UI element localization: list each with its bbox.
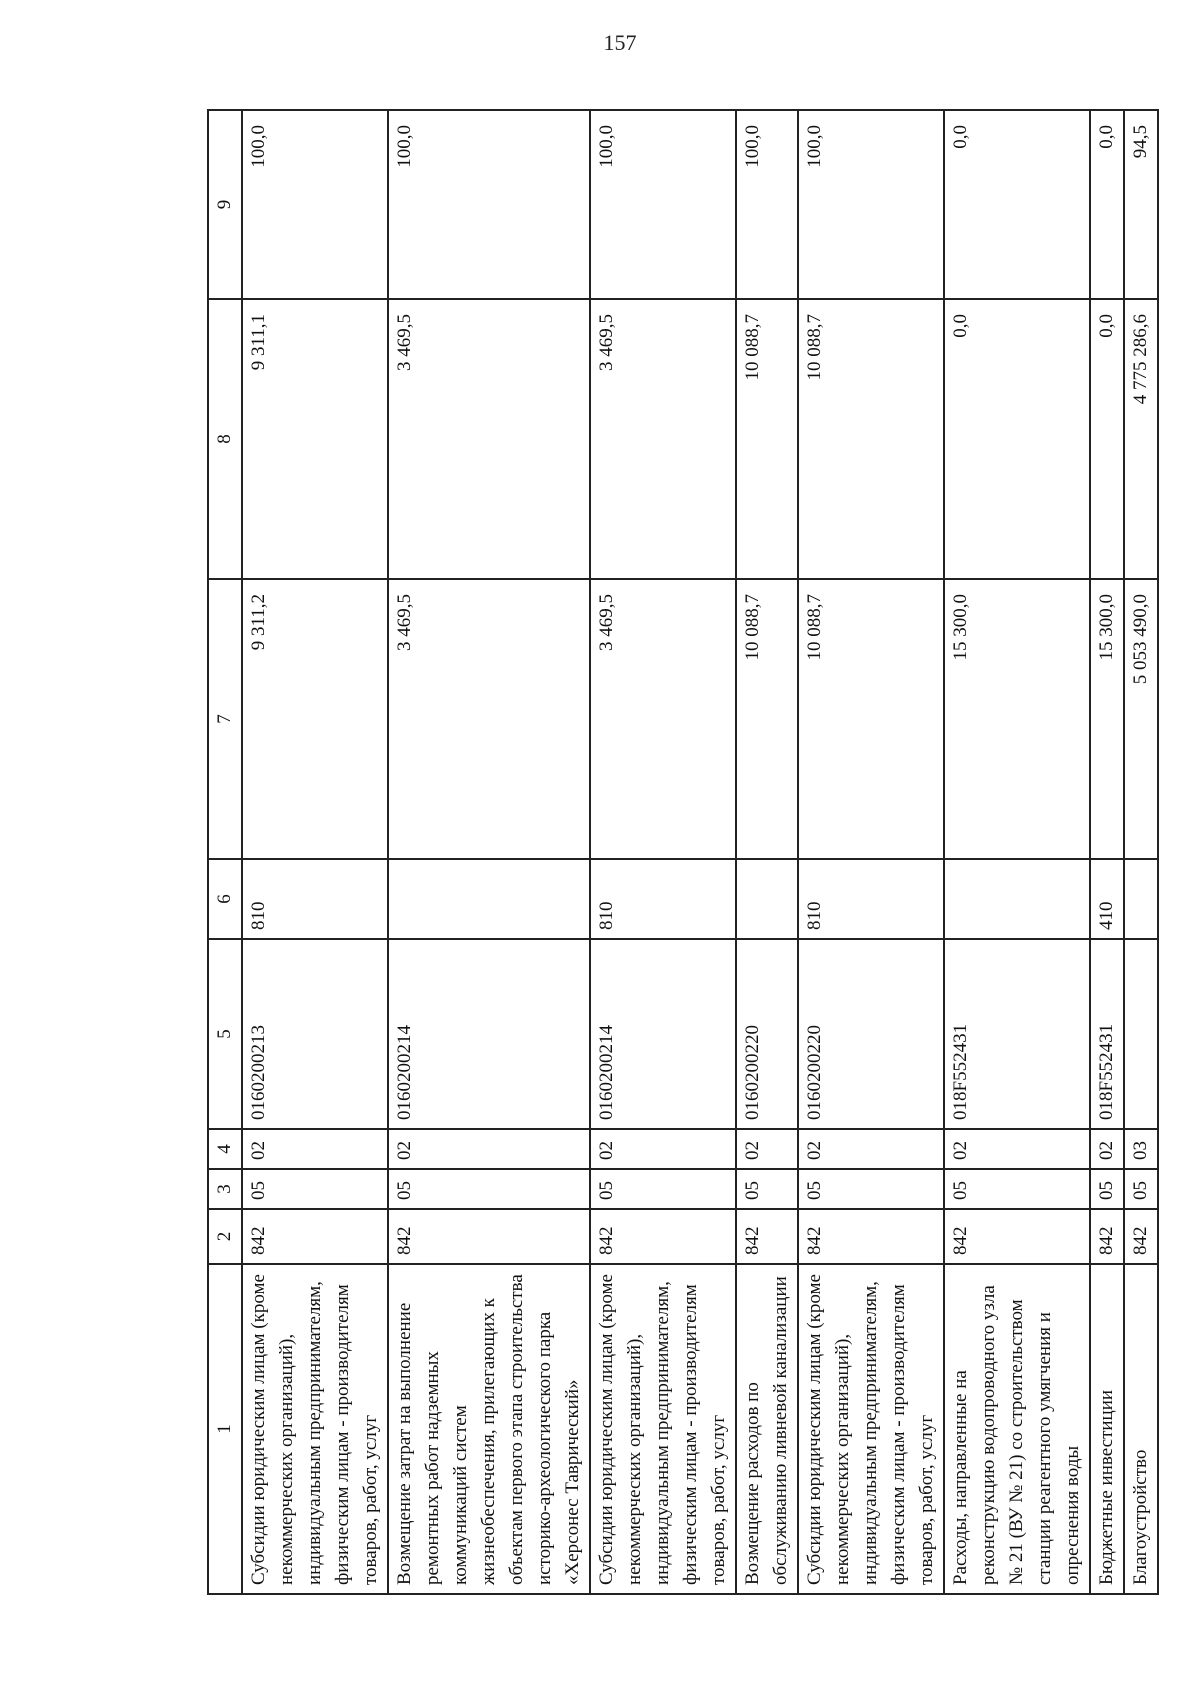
- cell-plan: 15 300,0: [944, 579, 1090, 859]
- cell-section: 05: [388, 1169, 590, 1209]
- cell-percent: 100,0: [388, 110, 590, 299]
- table-row: [736, 110, 798, 1594]
- col-header-1: 1: [208, 1264, 242, 1594]
- cell-subsection: 02: [1090, 1129, 1124, 1169]
- budget-table-frame: [207, 111, 1151, 1595]
- cell-section: 05: [944, 1169, 1090, 1209]
- cell-expense-type: 410: [1090, 859, 1124, 939]
- cell-actual: 0,0: [1090, 299, 1124, 579]
- budget-table: [207, 109, 1159, 1595]
- col-header-3: 3: [208, 1169, 242, 1209]
- cell-plan: 10 088,7: [798, 579, 944, 859]
- table-row: [388, 110, 590, 1594]
- cell-subsection: 03: [1124, 1129, 1158, 1169]
- col-header-7: 7: [208, 579, 242, 859]
- cell-ministry: 842: [1090, 1209, 1124, 1264]
- cell-name: Возмещение расходов по обслуживанию ливневой канализации: [736, 1264, 798, 1594]
- cell-target-article: 0160200213: [242, 939, 388, 1129]
- col-header-2: 2: [208, 1209, 242, 1264]
- cell-section: 05: [736, 1169, 798, 1209]
- cell-target-article: 018F552431: [1090, 939, 1124, 1129]
- cell-target-article: 0160200220: [736, 939, 798, 1129]
- cell-section: 05: [590, 1169, 736, 1209]
- cell-plan: 9 311,2: [242, 579, 388, 859]
- table-row: [590, 110, 736, 1594]
- cell-actual: 10 088,7: [736, 299, 798, 579]
- table-row: [1124, 110, 1158, 1594]
- table-row: [944, 110, 1090, 1594]
- cell-section: 05: [798, 1169, 944, 1209]
- cell-name: Благоустройство: [1124, 1264, 1158, 1594]
- table-row: [1090, 110, 1124, 1594]
- cell-plan: 15 300,0: [1090, 579, 1124, 859]
- cell-expense-type: [736, 859, 798, 939]
- cell-ministry: 842: [736, 1209, 798, 1264]
- cell-ministry: 842: [944, 1209, 1090, 1264]
- col-header-4: 4: [208, 1129, 242, 1169]
- cell-expense-type: [388, 859, 590, 939]
- cell-plan: 5 053 490,0: [1124, 579, 1158, 859]
- table-row: [798, 110, 944, 1594]
- cell-name: Возмещение затрат на выполнение ремонтных работ надземных коммуникаций систем жизнеобеспечения, прилегающих к объектам первого этапа строительства историко-археологического парка «Херсонес Таврический»: [388, 1264, 590, 1594]
- cell-ministry: 842: [242, 1209, 388, 1264]
- cell-percent: 0,0: [1090, 110, 1124, 299]
- cell-expense-type: [1124, 859, 1158, 939]
- cell-expense-type: 810: [590, 859, 736, 939]
- col-header-5: 5: [208, 939, 242, 1129]
- cell-ministry: 842: [590, 1209, 736, 1264]
- cell-name: Субсидии юридическим лицам (кроме некоммерческих организаций), индивидуальным предпринимателям, физическим лицам - производителям товаров, работ, услуг: [242, 1264, 388, 1594]
- cell-subsection: 02: [242, 1129, 388, 1169]
- cell-plan: 3 469,5: [388, 579, 590, 859]
- col-header-9: 9: [208, 110, 242, 299]
- cell-percent: 100,0: [798, 110, 944, 299]
- cell-actual: 9 311,1: [242, 299, 388, 579]
- cell-percent: 0,0: [944, 110, 1090, 299]
- cell-name: Субсидии юридическим лицам (кроме некоммерческих организаций), индивидуальным предпринимателям, физическим лицам - производителям товаров, работ, услуг: [590, 1264, 736, 1594]
- cell-percent: 100,0: [242, 110, 388, 299]
- cell-section: 05: [1124, 1169, 1158, 1209]
- header-row: [208, 110, 242, 1594]
- cell-plan: 3 469,5: [590, 579, 736, 859]
- table-row: [242, 110, 388, 1594]
- cell-section: 05: [242, 1169, 388, 1209]
- cell-target-article: 0160200220: [798, 939, 944, 1129]
- cell-target-article: 0160200214: [590, 939, 736, 1129]
- cell-expense-type: 810: [242, 859, 388, 939]
- cell-plan: 10 088,7: [736, 579, 798, 859]
- cell-actual: 3 469,5: [388, 299, 590, 579]
- cell-subsection: 02: [798, 1129, 944, 1169]
- cell-actual: 10 088,7: [798, 299, 944, 579]
- page-number: 157: [603, 30, 637, 55]
- cell-name: Расходы, направленные на реконструкцию водопроводного узла № 21 (ВУ № 21) со строительством станции реагентного умягчения и опреснения воды: [944, 1264, 1090, 1594]
- cell-expense-type: 810: [798, 859, 944, 939]
- cell-percent: 94,5: [1124, 110, 1158, 299]
- cell-expense-type: [944, 859, 1090, 939]
- cell-subsection: 02: [388, 1129, 590, 1169]
- cell-subsection: 02: [590, 1129, 736, 1169]
- cell-name: Субсидии юридическим лицам (кроме некоммерческих организаций), индивидуальным предпринимателям, физическим лицам - производителям товаров, работ, услуг: [798, 1264, 944, 1594]
- cell-ministry: 842: [388, 1209, 590, 1264]
- cell-actual: 4 775 286,6: [1124, 299, 1158, 579]
- cell-actual: 0,0: [944, 299, 1090, 579]
- cell-percent: 100,0: [590, 110, 736, 299]
- cell-target-article: [1124, 939, 1158, 1129]
- cell-actual: 3 469,5: [590, 299, 736, 579]
- cell-ministry: 842: [798, 1209, 944, 1264]
- col-header-8: 8: [208, 299, 242, 579]
- cell-percent: 100,0: [736, 110, 798, 299]
- cell-ministry: 842: [1124, 1209, 1158, 1264]
- cell-name: Бюджетные инвестиции: [1090, 1264, 1124, 1594]
- cell-target-article: 0160200214: [388, 939, 590, 1129]
- cell-target-article: 018F552431: [944, 939, 1090, 1129]
- cell-subsection: 02: [736, 1129, 798, 1169]
- cell-subsection: 02: [944, 1129, 1090, 1169]
- col-header-6: 6: [208, 859, 242, 939]
- cell-section: 05: [1090, 1169, 1124, 1209]
